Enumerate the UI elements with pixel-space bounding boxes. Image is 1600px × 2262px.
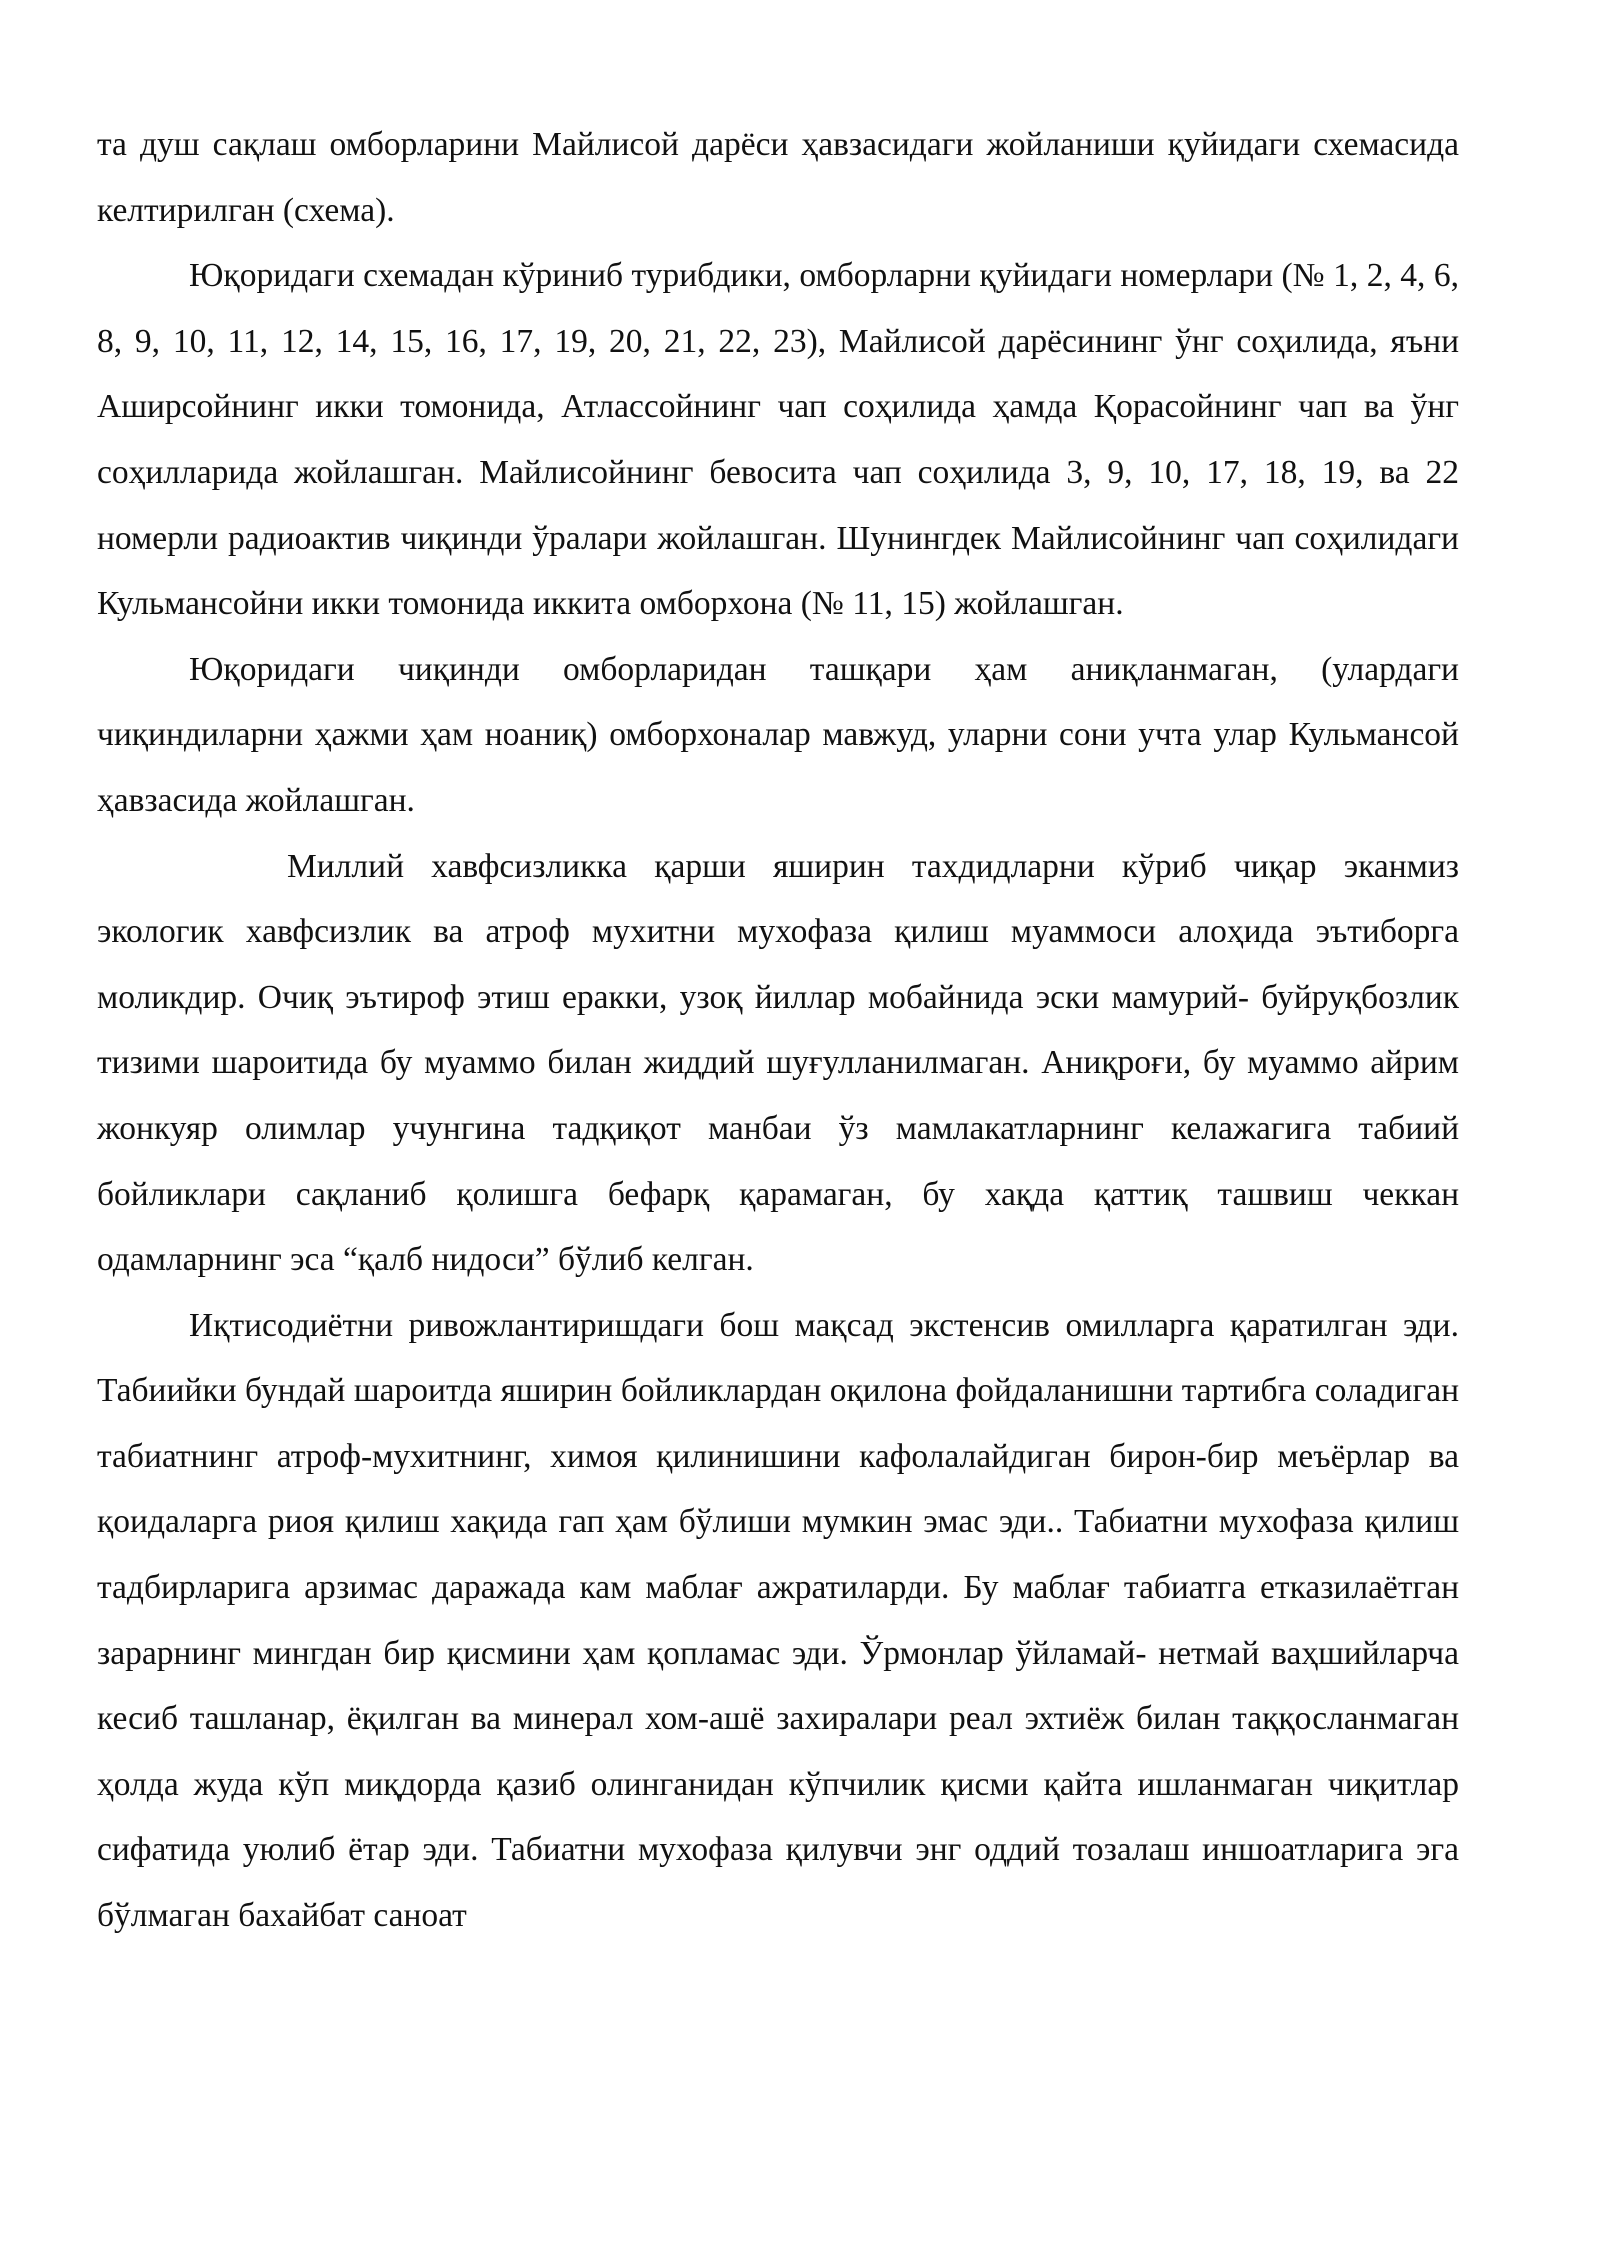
document-page — [97, 112, 1459, 1949]
paragraph-economic-development: Иқтисодиётни ривожлантиришдаги бош мақсад экстенсив омилларга қаратилган эди. Табиийки бундай шароитда яширин бойликлардан оқилона фойдаланишни тартибга соладиган табиатнинг атроф-мухитнинг, химоя қилинишини кафолалайдиган бирон-бир меъёрлар ва қоидаларга риоя қилиш хақида гап ҳам бўлиши мумкин эмас эди.. Табиатни мухофаза қилиш тадбирларига арзимас даражада кам маблағ ажратиларди. Бу маблағ табиатга етказилаётган зарарнинг мингдан бир қисмини ҳам қопламас эди. Ўрмонлар ўйламай- нетмай ваҳшийларча кесиб ташланар, ёқилган ва минерал хом-ашё захиралари реал эхтиёж билан таққосланмаган ҳолда жуда кўп миқдорда қазиб олинганидан кўпчилик қисми қайта ишланмаган чиқитлар сифатида уюлиб ётар эди. Табиатни мухофаза қилувчи энг оддий тозалаш иншоатларига эга бўлмаган бахайбат саноат — [97, 1306, 1459, 1935]
paragraph-undetermined-storages: Юқоридаги чиқинди омборларидан ташқари ҳам аниқланмаган, (улардаги чиқиндиларни ҳажми ҳам ноаниқ) омборхоналар мавжуд, уларни сони учта улар Кульмансой ҳавзасида жойлашган. — [97, 650, 1459, 819]
paragraph-ecological-security: Миллий хавфсизликка қарши яширин тахдидларни кўриб чиқар эканмиз экологик хавфсизлик ва атроф мухитни мухофаза қилиш муаммоси алоҳида эътиборга моликдир. Очиқ эътироф этиш еракки, узоқ йиллар мобайнида эски мамурий- буйруқбозлик тизими шароитида бу муаммо билан жиддий шуғулланилмаган. Аниқроғи, бу муаммо айрим жонкуяр олимлар учунгина тадқиқот манбаи ўз мамлакатларнинг келажагига табиий бойликлари сақланиб қолишга бефарқ қарамаган, бу хақда қаттиқ ташвиш чеккан одамларнинг эса “қалб нидоси” бўлиб келган. — [97, 847, 1459, 1279]
paragraph-continuation: та душ сақлаш омборларини Майлисой дарёси ҳавзасидаги жойланиши қуйидаги схемасида келтирилган (схема). — [97, 126, 1459, 229]
paragraph-storage-locations: Юқоридаги схемадан кўриниб турибдики, омборларни қуйидаги номерлари (№ 1, 2, 4, 6, 8, 9, 10, 11, 12, 14, 15, 16, 17, 19, 20, 21, 22, 23), Майлисой дарёсининг ўнг соҳилида, яъни Аширсойнинг икки томонида, Атлассойнинг чап соҳилида ҳамда Қорасойнинг чап ва ўнг соҳилларида жойлашган. Майлисойнинг бевосита чап соҳилида 3, 9, 10, 17, 18, 19, ва 22 номерли радиоактив чиқинди ўралари жойлашган. Шунингдек Майлисойнинг чап соҳилидаги Кульмансойни икки томонида иккита омборхона (№ 11, 15) жойлашган. — [97, 257, 1459, 623]
